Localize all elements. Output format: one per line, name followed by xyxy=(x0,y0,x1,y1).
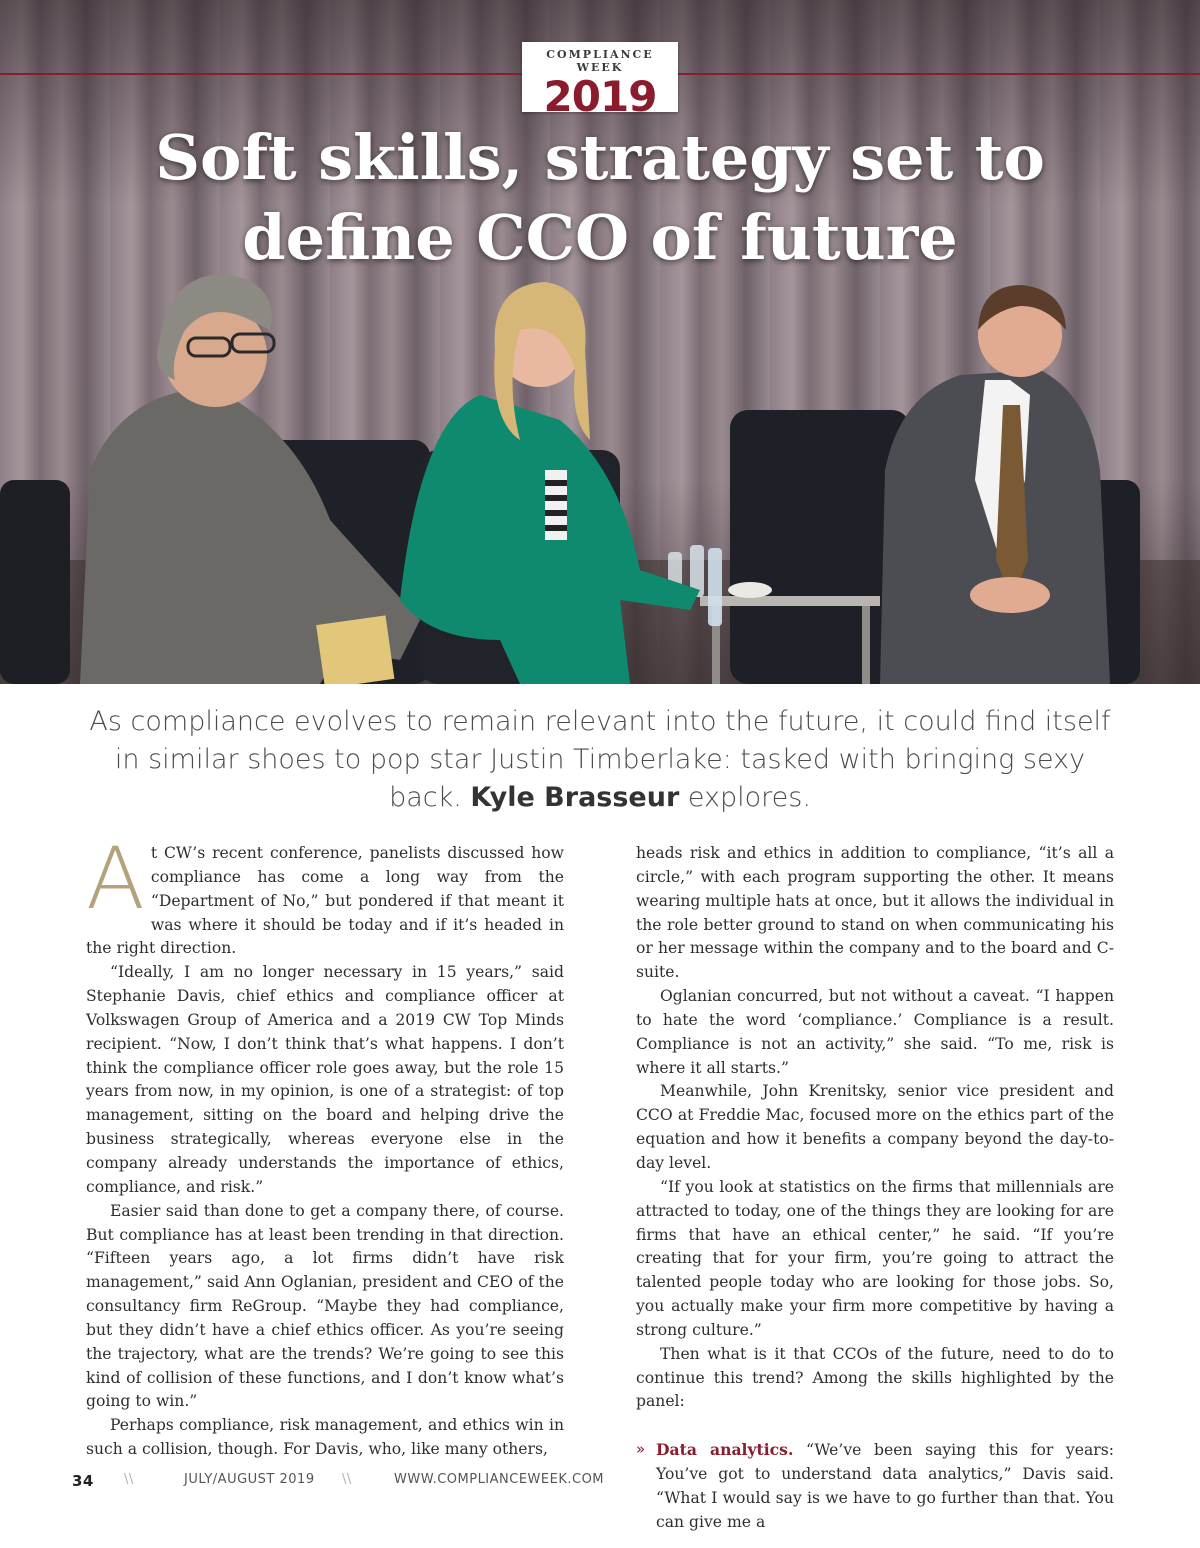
bullet-item xyxy=(636,1438,1114,1534)
bullet-heading: Data analytics. xyxy=(656,1440,794,1460)
paragraph: Oglanian concurred, but not without a caveat. “I happen to hate the word ‘compliance.’ Compliance is a result. Compliance is not an activity,” she said. “To me, risk is where it all starts.” xyxy=(636,987,1114,1077)
paragraph: Then what is it that CCOs of the future, need to do to continue this trend? Among the skills highlighted by the panel: xyxy=(636,1344,1114,1411)
compliance-week-badge xyxy=(522,42,678,121)
page-number: 34 xyxy=(72,1472,94,1490)
website-link[interactable]: WWW.COMPLIANCEWEEK.COM xyxy=(394,1472,605,1487)
footer-separator: \\ xyxy=(124,1472,134,1487)
issue-date: JULY/AUGUST 2019 xyxy=(184,1472,315,1487)
article-column-left xyxy=(86,829,564,1462)
deck-text: As compliance evolves to remain relevant into the future, it could find itself in similar shoes to pop star Justin Timberlake: tasked with bringing sexy back. xyxy=(89,706,1111,813)
deck-author: Kyle Brasseur xyxy=(470,782,680,813)
paragraph: Easier said than done to get a company there, of course. But compliance has at least been trending in that direction. “Fifteen years ago, a lot firms didn’t have risk management,” said Ann Oglanian, president and CEO of the consultancy firm ReGroup. “Maybe they had compliance, but they didn’t have a chief ethics officer. As you’re seeing the trajectory, what are the trends? We’re going to see this kind of collision of these functions, and I don’t know what’s going to win.” xyxy=(86,1201,564,1411)
headline-line-1: Soft skills, strategy set to xyxy=(155,121,1045,194)
article-column-right xyxy=(636,842,1114,1534)
badge-year: 2019 xyxy=(543,72,657,121)
bullet-marker: » xyxy=(636,1440,646,1459)
hero-photo xyxy=(0,0,1200,684)
footer-separator: \\ xyxy=(342,1472,352,1487)
paragraph: Perhaps compliance, risk management, and ethics win in such a collision, though. For Davis, who, like many others, xyxy=(86,1416,564,1459)
paragraph: heads risk and ethics in addition to compliance, “it’s all a circle,” with each program supporting the other. It means wearing multiple hats at once, but it allows the individual in the role better ground to stand on when communicating his or her message within the company and to the board and C-suite. xyxy=(636,844,1114,982)
drop-cap: A xyxy=(86,829,145,929)
paragraph: “Ideally, I am no longer necessary in 15 years,” said Stephanie Davis, chief ethics and compliance officer at Volkswagen Group of America and a 2019 CW Top Minds recipient. “Now, I don’t think that’s what happens. I don’t think the compliance officer role goes away, but the role 15 years from now, in my opinion, is one of a strategist: of top management, sitting on the board and helping drive the business strategically, whereas everyone else in the company already understands the importance of ethics, compliance, and risk.” xyxy=(86,963,564,1196)
deck-text-end: explores. xyxy=(687,782,811,813)
paragraph: “If you look at statistics on the firms that millennials are attracted to today, one of the things they are looking for are firms that have an ethical center,” he said. “If you’re creating that for your firm, you’re going to attract the talented people today who are looking for those jobs. So, you actually make your firm more competitive by having a strong culture.” xyxy=(636,1177,1114,1339)
article-deck xyxy=(80,703,1120,817)
paragraph: Meanwhile, John Krenitsky, senior vice president and CCO at Freddie Mac, focused more on the ethics part of the equation and how it benefits a company beyond the day-to-day level. xyxy=(636,1082,1114,1172)
headline-line-2: define CCO of future xyxy=(242,201,958,274)
paragraph: t CW’s recent conference, panelists discussed how compliance has come a long way from the “Department of No,” but pondered if that meant it was where it should be today and if it’s headed in the right direction. xyxy=(86,844,564,958)
paragraph-spacer xyxy=(636,1414,1114,1438)
bullet-text: “We’ve been saying this for years: You’ve got to understand data analytics,” Davis said. “What I would say is we have to go further than that. You can give me a xyxy=(656,1441,1114,1531)
article-headline xyxy=(100,118,1100,278)
badge-publication: COMPLIANCE WEEK xyxy=(546,48,654,74)
